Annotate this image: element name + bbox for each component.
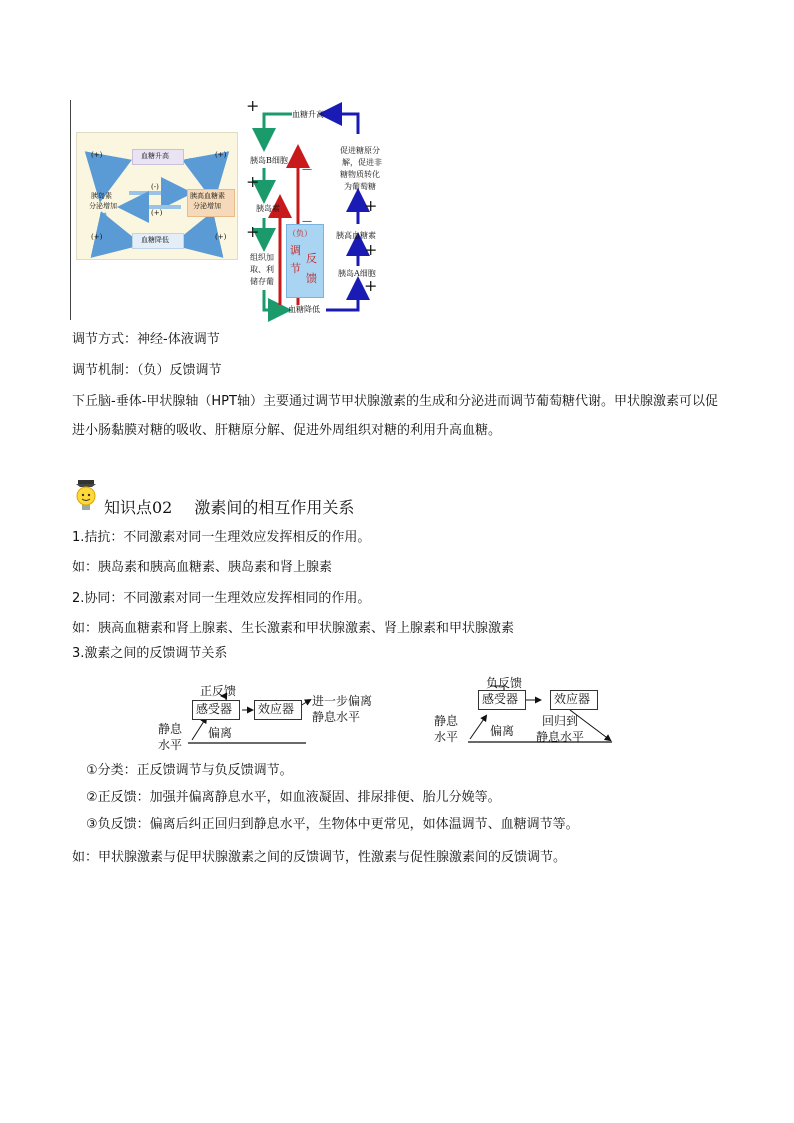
note-positive: ②正反馈：加强并偏离静息水平，如血液凝固、排尿排便、胎儿分娩等。 <box>86 790 501 805</box>
sign-plus-3: + <box>246 222 260 241</box>
label-promote-3: 糖物质转化 <box>340 170 380 179</box>
feedback-char-2: 节 <box>290 262 301 275</box>
sign-plus-5: + <box>364 240 378 259</box>
cycle-left-box-line2: 分泌增加 <box>89 202 117 210</box>
section-title-main: 激素间的相互作用关系 <box>194 498 355 517</box>
negative-deviate: 偏离 <box>490 724 515 738</box>
feedback-char-3: 反 <box>306 252 317 265</box>
negative-receptor-label: 感受器 <box>482 692 519 706</box>
sign-plus-1: + <box>246 96 260 115</box>
hpt-axis-paragraph: 下丘脑-垂体-甲状腺轴（HPT轴）主要通过调节甲状腺激素的生成和分泌进而调节葡萄糖代谢。甲状腺激素可以促进小肠黏膜对糖的吸收、肝糖原分解、促进外周组织对糖的利用升高血糖。 <box>72 394 718 438</box>
sign-plus-2: + <box>246 172 260 191</box>
cycle-right-box-line1: 胰高血糖素 <box>190 192 225 200</box>
sign-minus-1: — <box>302 164 312 175</box>
positive-result-line2: 静息水平 <box>312 710 361 724</box>
label-promote-4: 为葡萄糖 <box>344 182 376 191</box>
label-tissue-2: 取、利 <box>250 265 274 274</box>
section-title <box>104 498 354 518</box>
note-example: 如：甲状腺激素与促甲状腺激素之间的反馈调节，性激素与促性腺激素间的反馈调节。 <box>72 850 567 865</box>
cycle-sign-bl: (+) <box>91 233 103 241</box>
label-b-cell: 胰岛B细胞 <box>250 156 288 165</box>
positive-effector-label: 效应器 <box>258 702 295 716</box>
negative-rest-line2: 水平 <box>434 730 459 744</box>
label-tissue-1: 组织加 <box>250 253 274 262</box>
feedback-neg-label: （负） <box>288 229 312 238</box>
negative-rest-line1: 静息 <box>434 714 459 728</box>
item-antagonism-example: 如：胰岛素和胰高血糖素、胰岛素和肾上腺素 <box>72 560 333 575</box>
positive-receptor-label: 感受器 <box>196 702 233 716</box>
feedback-char-1: 调 <box>290 244 301 257</box>
cycle-sign-mid-bot: (+) <box>151 209 163 217</box>
cycle-sign-tr: (+) <box>215 151 227 159</box>
section-title-prefix: 知识点02 <box>104 498 173 517</box>
regulation-mechanism: 调节机制：（负）反馈调节 <box>72 363 222 378</box>
sign-minus-2: — <box>302 216 312 227</box>
label-promote-2: 解，促进非 <box>342 158 382 167</box>
label-glucose-fall: 血糖降低 <box>288 305 320 314</box>
positive-deviate: 偏离 <box>208 726 233 740</box>
lightbulb-icon <box>72 478 100 514</box>
label-a-cell: 胰岛A细胞 <box>338 269 376 278</box>
sign-plus-6: + <box>364 276 378 295</box>
label-promote-1: 促进糖原分 <box>340 146 380 155</box>
cycle-sign-mid-top: (-) <box>151 183 159 191</box>
figure-positive-feedback <box>150 680 390 755</box>
positive-rest-line1: 静息 <box>158 722 183 736</box>
positive-result-line1: 进一步偏离 <box>312 694 373 708</box>
cycle-sign-br: (+) <box>215 233 227 241</box>
regulation-mode: 调节方式：神经-体液调节 <box>72 332 220 347</box>
cycle-top-box-label: 血糖升高 <box>141 152 169 160</box>
negative-feedback-label: 负反馈 <box>486 676 523 690</box>
note-negative: ③负反馈：偏离后纠正回归到静息水平，生物体中更常见，如体温调节、血糖调节等。 <box>86 817 579 832</box>
figure-negative-feedback <box>430 676 620 756</box>
label-insulin: 胰岛素 <box>256 204 280 213</box>
positive-feedback-label: 正反馈 <box>200 684 237 698</box>
cycle-right-box-line2: 分泌增加 <box>193 202 221 210</box>
cycle-diagram-panel <box>76 132 238 260</box>
label-tissue-3: 储存葡 <box>250 277 274 286</box>
sign-plus-4: + <box>364 196 378 215</box>
cycle-left-box-line1: 胰岛素 <box>91 192 112 200</box>
note-classification: ①分类：正反馈调节与负反馈调节。 <box>86 763 293 778</box>
label-glucagon: 胰高血糖素 <box>336 231 376 240</box>
item-synergy-example: 如：胰高血糖素和肾上腺素、生长激素和甲状腺激素、肾上腺素和甲状腺激素 <box>72 621 515 636</box>
negative-result-line2: 静息水平 <box>536 730 585 744</box>
item-synergy: 2.协同：不同激素对同一生理效应发挥相同的作用。 <box>72 591 371 606</box>
negative-effector-label: 效应器 <box>554 692 591 706</box>
label-glucose-rise: 血糖升高 <box>292 110 324 119</box>
feedback-char-4: 馈 <box>306 272 317 285</box>
item-antagonism: 1.拮抗：不同激素对同一生理效应发挥相反的作用。 <box>72 530 371 545</box>
figure-glucose-regulation <box>70 96 400 322</box>
item-feedback: 3.激素之间的反馈调节关系 <box>72 646 228 661</box>
positive-rest-line2: 水平 <box>158 738 183 752</box>
figure-left-border <box>70 100 71 320</box>
cycle-bottom-box-label: 血糖降低 <box>141 236 169 244</box>
cycle-sign-tl: (+) <box>91 151 103 159</box>
negative-result-line1: 回归到 <box>542 714 579 728</box>
